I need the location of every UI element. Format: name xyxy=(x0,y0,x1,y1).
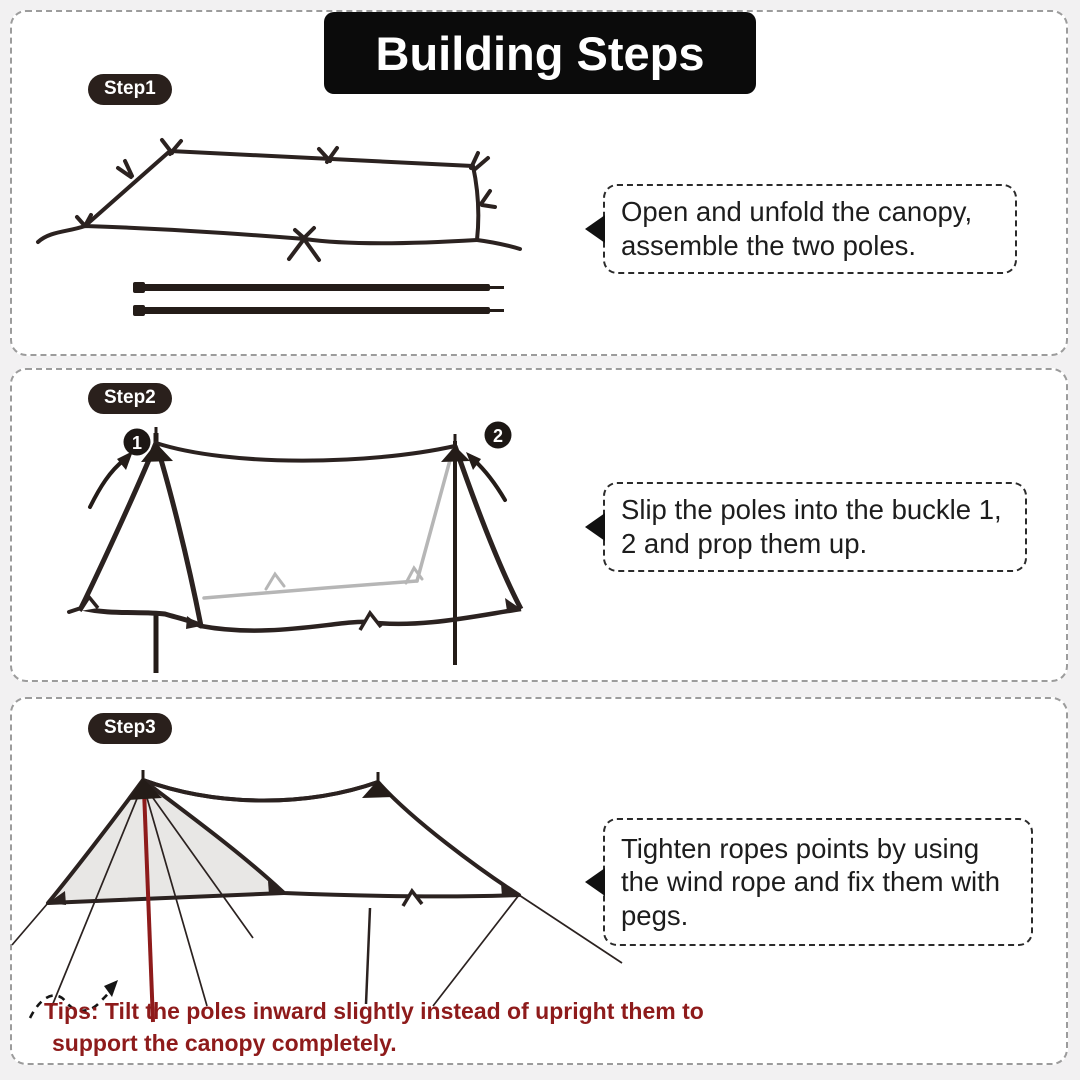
step3-text-line: the wind rope and fix them with xyxy=(621,866,1001,898)
tie-bow-icon xyxy=(289,228,319,260)
arrow-to-buckle-1-icon xyxy=(90,451,133,507)
svg-text:2: 2 xyxy=(492,426,504,446)
right-canopy-wing xyxy=(455,446,521,609)
tarp-poles xyxy=(133,282,504,316)
step3-text-line: pegs. xyxy=(621,899,689,931)
tips-line-1: Tips: Tilt the poles inward slightly instead of upright them to xyxy=(44,998,704,1024)
tie-knot-icon xyxy=(118,161,132,177)
step1-text-line: Open and unfold the canopy, xyxy=(621,196,973,228)
rear-pole xyxy=(366,908,370,1004)
step2-text-line: 2 and prop them up. xyxy=(621,528,868,559)
peg-loop-icon xyxy=(360,613,381,630)
step2-propped-canopy-illustration xyxy=(40,415,580,685)
left-canopy-wing xyxy=(81,443,201,626)
ridge-edge xyxy=(156,443,455,461)
callout-left-arrow-icon xyxy=(585,513,605,541)
tie-knot-icon xyxy=(481,191,495,207)
buckle-marker-1 xyxy=(124,429,151,456)
page-title xyxy=(324,12,756,94)
step2-text-line: Slip the poles into the buckle 1, xyxy=(621,494,1002,526)
step2-callout xyxy=(603,482,1027,572)
step1-badge: Step1 xyxy=(88,74,172,105)
canopy-back-edges xyxy=(204,449,453,598)
canopy-outline xyxy=(38,140,520,260)
step1-callout xyxy=(603,184,1017,274)
corner-wedge xyxy=(501,883,519,897)
step2-badge: Step2 xyxy=(88,383,172,414)
step1-text-line: assemble the two poles. xyxy=(621,230,917,261)
step3-badge: Step3 xyxy=(88,713,172,744)
svg-text:1: 1 xyxy=(131,433,143,453)
tips-line-2: support the canopy completely. xyxy=(52,1029,397,1056)
step3-text-line: Tighten ropes points by using xyxy=(621,832,980,864)
step1-canopy-illustration xyxy=(30,118,570,333)
callout-left-arrow-icon xyxy=(585,215,605,243)
page-title-text: Building Steps xyxy=(375,26,705,80)
tips-note xyxy=(44,996,744,1059)
step3-finished-canopy-illustration xyxy=(10,748,630,1038)
buckle-marker-2 xyxy=(485,422,512,449)
callout-left-arrow-icon xyxy=(585,868,605,896)
step3-callout xyxy=(603,818,1033,946)
